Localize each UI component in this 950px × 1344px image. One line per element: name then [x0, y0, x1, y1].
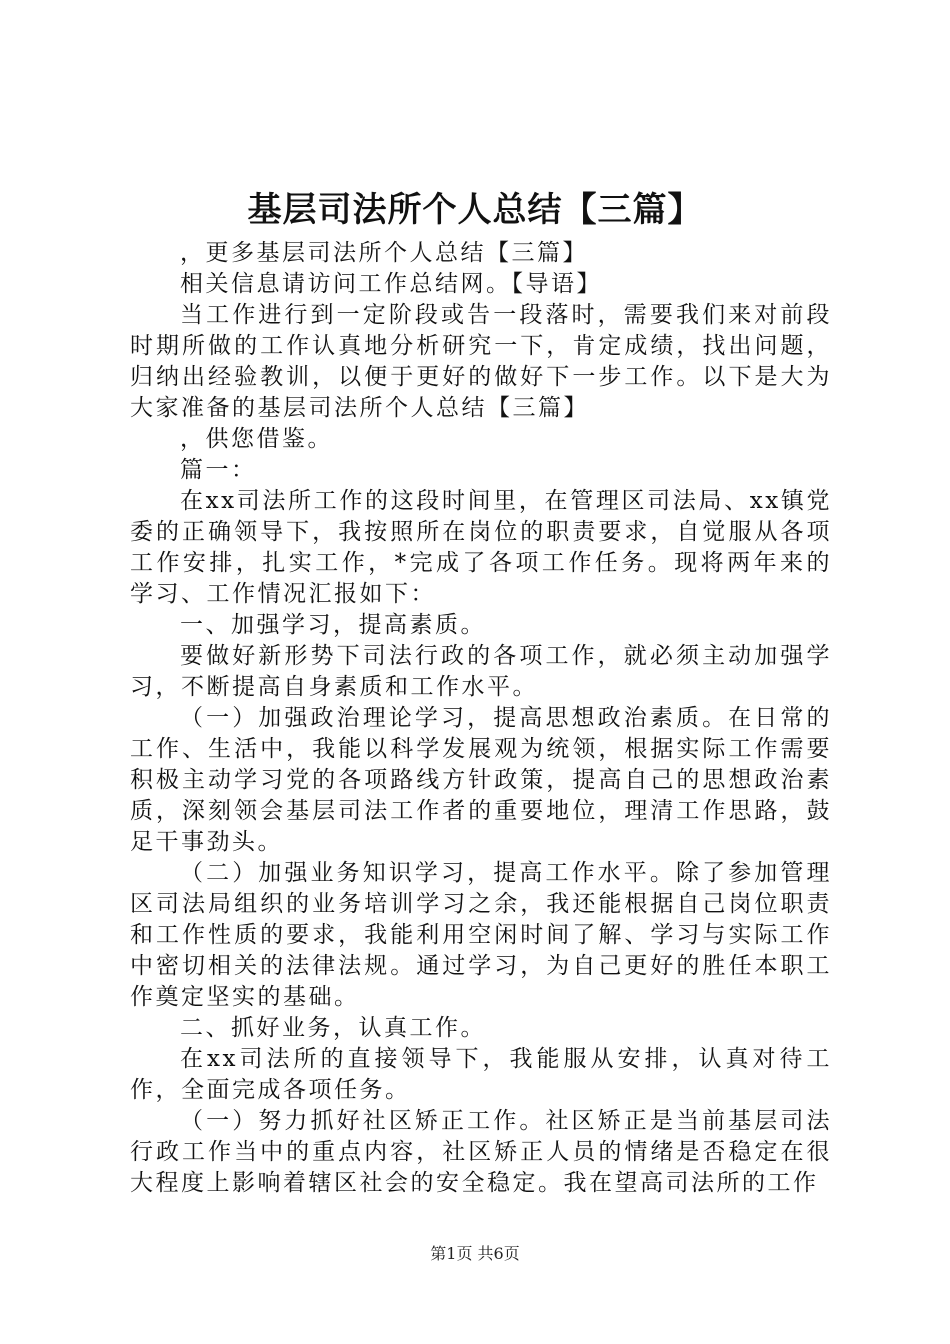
paragraph: 相关信息请访问工作总结网。【导语】: [180, 271, 602, 297]
document-title: 基层司法所个人总结【三篇】: [247, 190, 703, 230]
paragraph: 当工作进行到一定阶段或告一段落时，需要我们来对前段时期所做的工作认真地分析研究一下，肯定成绩，找出问题，归纳出经验教训，以便于更好的做好下一步工作。以下是大为大家准备的基层司法所个人总结【三篇】: [130, 302, 832, 421]
paragraph: （一）努力抓好社区矫正工作。社区矫正是当前基层司法行政工作当中的重点内容，社区矫正人员的情绪是否稳定在很大程度上影响着辖区社会的安全稳定。我在望高司法所的工作: [130, 1108, 832, 1196]
paragraph: 在xx司法所工作的这段时间里，在管理区司法局、xx镇党委的正确领导下，我按照所在岗位的职责要求，自觉服从各项工作安排，扎实工作，*完成了各项工作任务。现将两年来的学习、工作情况汇报如下：: [130, 488, 832, 607]
paragraph: 要做好新形势下司法行政的各项工作，就必须主动加强学习，不断提高自身素质和工作水平。: [130, 643, 832, 700]
paragraph: ，更多基层司法所个人总结【三篇】: [180, 240, 588, 266]
document-body: [130, 238, 832, 1199]
page-footer: 第1页 共6页: [430, 1244, 520, 1263]
paragraph: （二）加强业务知识学习，提高工作水平。除了参加管理区司法局组织的业务培训学习之余，我还能根据自己岗位职责和工作性质的要求，我能利用空闲时间了解、学习与实际工作中密切相关的法律法规。通过学习，为自己更好的胜任本职工作奠定坚实的基础。: [130, 860, 832, 1010]
paragraph: ，供您借鉴。: [180, 426, 333, 452]
paragraph: 在xx司法所的直接领导下，我能服从安排，认真对待工作，全面完成各项任务。: [130, 1046, 832, 1103]
section-heading: 篇一：: [180, 457, 257, 483]
section-heading: 二、抓好业务，认真工作。: [180, 1015, 486, 1041]
section-heading: 一、加强学习，提高素质。: [180, 612, 486, 638]
paragraph: （一）加强政治理论学习，提高思想政治素质。在日常的工作、生活中，我能以科学发展观为统领，根据实际工作需要积极主动学习党的各项路线方针政策，提高自己的思想政治素质，深刻领会基层司法工作者的重要地位，理清工作思路，鼓足干事劲头。: [130, 705, 832, 855]
